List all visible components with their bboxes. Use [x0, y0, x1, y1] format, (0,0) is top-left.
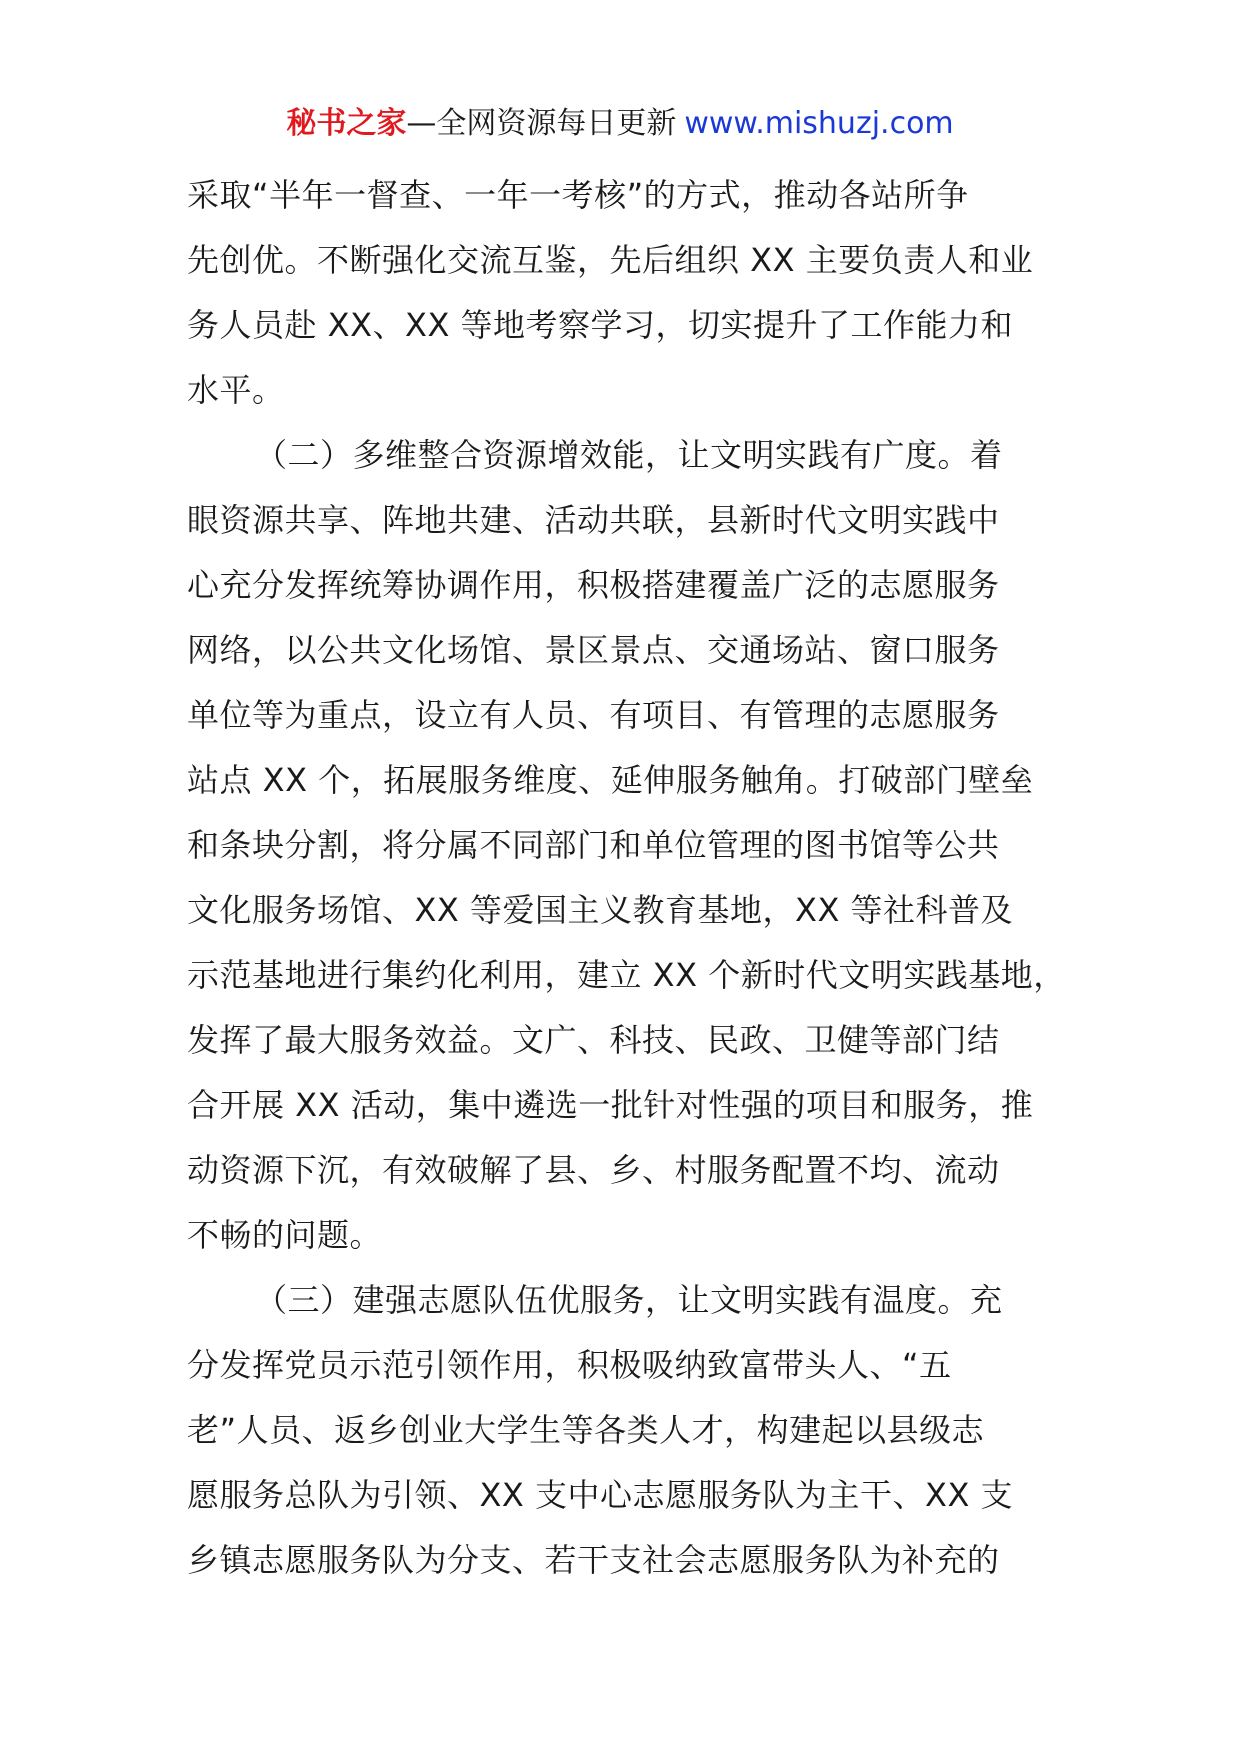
- text-line: 和条块分割，将分属不同部门和单位管理的图书馆等公共: [187, 826, 1000, 864]
- site-header: [0, 102, 1240, 146]
- text-line: 务人员赴 XX、XX 等地考察学习，切实提升了工作能力和: [187, 306, 1014, 344]
- text-line: 发挥了最大服务效益。文广、科技、民政、卫健等部门结: [187, 1021, 1000, 1059]
- text-line: 眼资源共享、阵地共建、活动共联，县新时代文明实践中: [187, 501, 1000, 539]
- text-line: 愿服务总队为引领、XX 支中心志愿服务队为主干、XX 支: [187, 1476, 1014, 1514]
- text-line: 站点 XX 个，拓展服务维度、延伸服务触角。打破部门壁垒: [187, 761, 1034, 799]
- text-line: 心充分发挥统筹协调作用，积极搭建覆盖广泛的志愿服务: [187, 566, 1000, 604]
- text-line: 文化服务场馆、XX 等爱国主义教育基地，XX 等社科普及: [187, 891, 1014, 929]
- section-heading-line: （二）多维整合资源增效能，让文明实践有广度。着: [255, 436, 1003, 474]
- site-name: 秘书之家: [286, 106, 407, 141]
- document-body: [187, 163, 1087, 1593]
- text-line: 采取“半年一督查、一年一考核”的方式，推动各站所争: [187, 176, 969, 214]
- text-line: 水平。: [187, 371, 285, 409]
- text-line: 先创优。不断强化交流互鉴，先后组织 XX 主要负责人和业: [187, 241, 1034, 279]
- text-line: 示范基地进行集约化利用，建立 XX 个新时代文明实践基地，: [187, 956, 1066, 994]
- text-line: 乡镇志愿服务队为分支、若干支社会志愿服务队为补充的: [187, 1541, 1000, 1579]
- text-line: 老”人员、返乡创业大学生等各类人才，构建起以县级志: [187, 1411, 985, 1449]
- section-heading-line: （三）建强志愿队伍优服务，让文明实践有温度。充: [255, 1281, 1003, 1319]
- site-url-link[interactable]: www.mishuzj.com: [684, 106, 954, 141]
- text-line: 网络，以公共文化场馆、景区景点、交通场站、窗口服务: [187, 631, 1000, 669]
- text-line: 单位等为重点，设立有人员、有项目、有管理的志愿服务: [187, 696, 1000, 734]
- text-line: 动资源下沉，有效破解了县、乡、村服务配置不均、流动: [187, 1151, 1000, 1189]
- text-line: 合开展 XX 活动，集中遴选一批针对性强的项目和服务，推: [187, 1086, 1034, 1124]
- site-tagline: —全网资源每日更新: [406, 106, 677, 141]
- text-line: 不畅的问题。: [187, 1216, 383, 1254]
- text-line: 分发挥党员示范引领作用，积极吸纳致富带头人、“五: [187, 1346, 952, 1384]
